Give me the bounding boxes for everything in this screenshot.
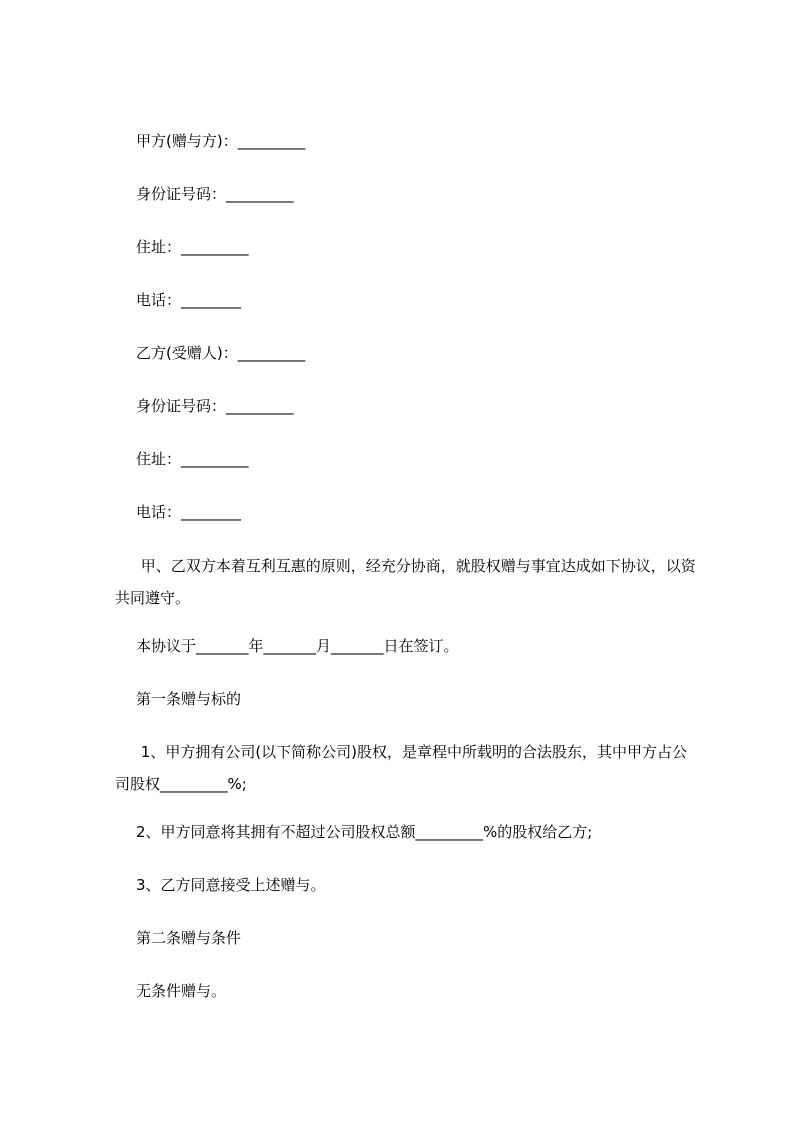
party-a-address: 住址：_________ [136,238,249,256]
article-1-item-1: 1、甲方拥有公司(以下简称公司)股权，是章程中所载明的合法股东，其中甲方占公司股权_________%; [115,743,688,793]
article-2-title: 第二条赠与条件 [136,929,242,947]
article-2-text: 无条件赠与。 [136,982,227,1000]
signing-date-line: 本协议于_______年_______月_______日在签订。 [136,637,459,655]
intro-paragraph: 甲、乙双方本着互利互惠的原则，经充分协商，就股权赠与事宜达成如下协议，以资共同遵守。 [115,557,696,607]
party-b-label: 乙方(受赠人)：_________ [136,344,306,362]
article-1-item-2: 2、甲方同意将其拥有不超过公司股权总额_________%的股权给乙方; [136,823,593,841]
party-a-phone: 电话：________ [136,291,242,309]
article-1-item-3: 3、乙方同意接受上述赠与。 [136,876,326,894]
party-b-address: 住址：_________ [136,450,249,468]
party-b-phone: 电话：________ [136,503,242,521]
article-1-title: 第一条赠与标的 [136,690,242,708]
party-a-id-number: 身份证号码：_________ [136,185,294,203]
party-a-label: 甲方(赠与方)：_________ [136,132,306,150]
party-b-id-number: 身份证号码：_________ [136,397,294,415]
